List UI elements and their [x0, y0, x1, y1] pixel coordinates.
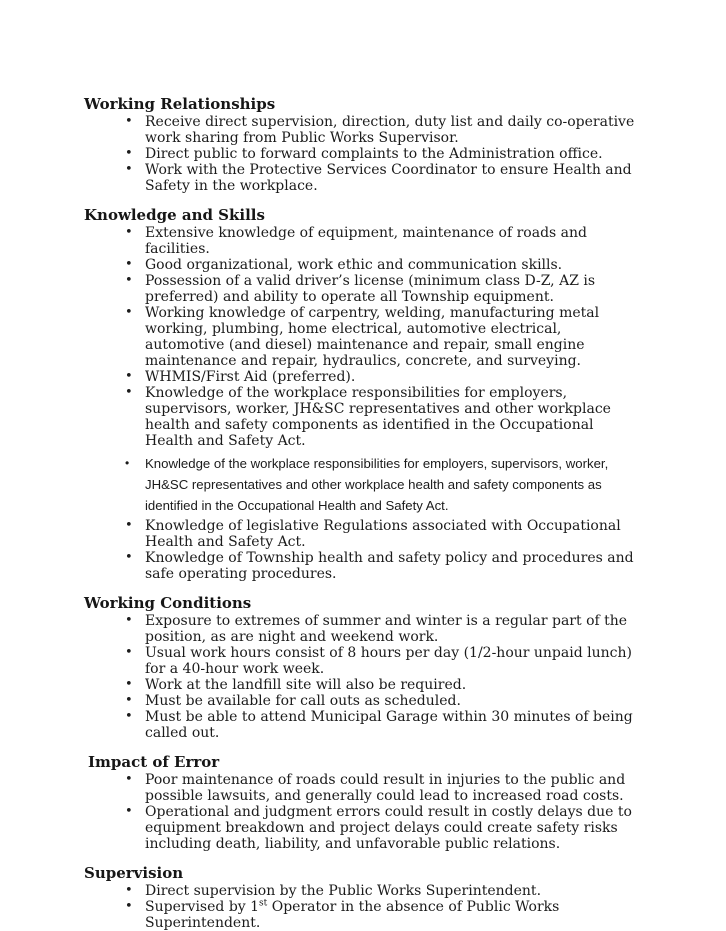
bullet-icon: •	[125, 677, 133, 692]
bullet-icon: •	[125, 273, 133, 288]
bullet-text: Knowledge of legislative Regulations associated with Occupational Health and Safety Act.	[145, 518, 621, 550]
list-item	[125, 385, 646, 449]
bullet-icon: •	[125, 899, 133, 914]
list-item	[125, 257, 646, 273]
bullet-icon: •	[125, 456, 130, 470]
bullet-text: Poor maintenance of roads could result in injuries to the public and possible lawsuits, and generally could lead to increased road costs.	[145, 772, 626, 804]
section-heading: Supervision	[84, 864, 184, 882]
list-item	[125, 273, 646, 305]
bullet-text: Exposure to extremes of summer and winter is a regular part of the position, as are night and weekend work.	[145, 613, 628, 645]
bullet-icon: •	[125, 162, 133, 177]
bullet-icon: •	[125, 693, 133, 708]
bullet-icon: •	[125, 225, 133, 240]
bullet-text: Working knowledge of carpentry, welding, manufacturing metal working, plumbing, home electrical, automotive electrical, automotive (and diesel) maintenance and repair, small engine maintenance and repair, hydraulics, concrete, and surveying.	[145, 305, 600, 369]
list-item	[125, 709, 646, 741]
document-section	[84, 595, 646, 741]
list-item	[125, 804, 646, 852]
document-section	[84, 96, 646, 194]
bullet-icon: •	[125, 772, 133, 787]
bullet-icon: •	[125, 613, 133, 628]
section-heading: Working Relationships	[84, 95, 276, 113]
bullet-list	[84, 613, 646, 741]
section-heading: Working Conditions	[84, 594, 252, 612]
list-item	[125, 162, 646, 194]
list-item	[125, 883, 646, 899]
bullet-text: Work with the Protective Services Coordinator to ensure Health and Safety in the workplace.	[145, 162, 632, 194]
bullet-text: Possession of a valid driver’s license (minimum class D-Z, AZ is preferred) and ability to operate all Township equipment.	[145, 273, 596, 305]
bullet-text: Operational and judgment errors could result in costly delays due to equipment breakdown and project delays could create safety risks including death, liability, and unfavorable public relations.	[145, 804, 632, 852]
bullet-text: Must be available for call outs as scheduled.	[145, 693, 461, 709]
list-item	[125, 899, 646, 931]
list-item	[125, 677, 646, 693]
bullet-icon: •	[125, 369, 133, 384]
list-item	[125, 369, 646, 385]
list-item	[125, 518, 646, 550]
list-item	[125, 693, 646, 709]
list-item	[125, 225, 646, 257]
section-heading: Impact of Error	[88, 753, 220, 771]
bullet-text: Receive direct supervision, direction, duty list and daily co-operative work sharing from Public Works Supervisor.	[145, 114, 635, 146]
bullet-text: Good organizational, work ethic and communication skills.	[145, 257, 563, 273]
superscript-ordinal: st	[259, 898, 268, 909]
bullet-list	[84, 772, 646, 852]
bullet-text: Knowledge of the workplace responsibilities for employers, supervisors, worker, JH&SC representatives and other workplace health and safety components as identified in the Occupational Health and Safety Act.	[145, 385, 611, 449]
bullet-icon: •	[125, 550, 133, 565]
bullet-text: WHMIS/First Aid (preferred).	[145, 369, 356, 385]
bullet-text: Usual work hours consist of 8 hours per day (1/2-hour unpaid lunch) for a 40-hour work week.	[145, 645, 632, 677]
bullet-list	[84, 225, 646, 582]
list-item	[125, 550, 646, 582]
bullet-list	[84, 114, 646, 194]
bullet-icon: •	[125, 709, 133, 724]
document-section	[84, 754, 646, 852]
bullet-text: Work at the landfill site will also be required.	[145, 677, 467, 693]
bullet-icon: •	[125, 883, 133, 898]
bullet-text: Must be able to attend Municipal Garage within 30 minutes of being called out.	[145, 709, 633, 741]
bullet-text: Knowledge of the workplace responsibilities for employers, supervisors, worker, JH&SC representatives and other workplace health and safety components as identified in the Occupational Health and Safety Act.	[145, 456, 609, 513]
section-heading: Knowledge and Skills	[84, 206, 265, 224]
list-item	[125, 305, 646, 369]
list-item	[125, 453, 646, 516]
document-section	[84, 865, 646, 931]
document-section	[84, 207, 646, 582]
bullet-icon: •	[125, 146, 133, 161]
list-item	[125, 613, 646, 645]
bullet-text: Direct supervision by the Public Works Superintendent.	[145, 883, 542, 899]
bullet-list	[84, 883, 646, 931]
bullet-icon: •	[125, 305, 133, 320]
list-item	[125, 772, 646, 804]
bullet-text: Knowledge of Township health and safety policy and procedures and safe operating procedures.	[145, 550, 634, 582]
bullet-icon: •	[125, 518, 133, 533]
list-item	[125, 146, 646, 162]
bullet-icon: •	[125, 257, 133, 272]
bullet-icon: •	[125, 645, 133, 660]
bullet-text: Extensive knowledge of equipment, maintenance of roads and facilities.	[145, 225, 587, 257]
bullet-text: Supervised by 1st Operator in the absence of Public Works Superintendent.	[145, 898, 560, 931]
bullet-icon: •	[125, 385, 133, 400]
bullet-text: Direct public to forward complaints to the Administration office.	[145, 146, 603, 162]
bullet-icon: •	[125, 804, 133, 819]
list-item	[125, 114, 646, 146]
bullet-icon: •	[125, 114, 133, 129]
list-item	[125, 645, 646, 677]
